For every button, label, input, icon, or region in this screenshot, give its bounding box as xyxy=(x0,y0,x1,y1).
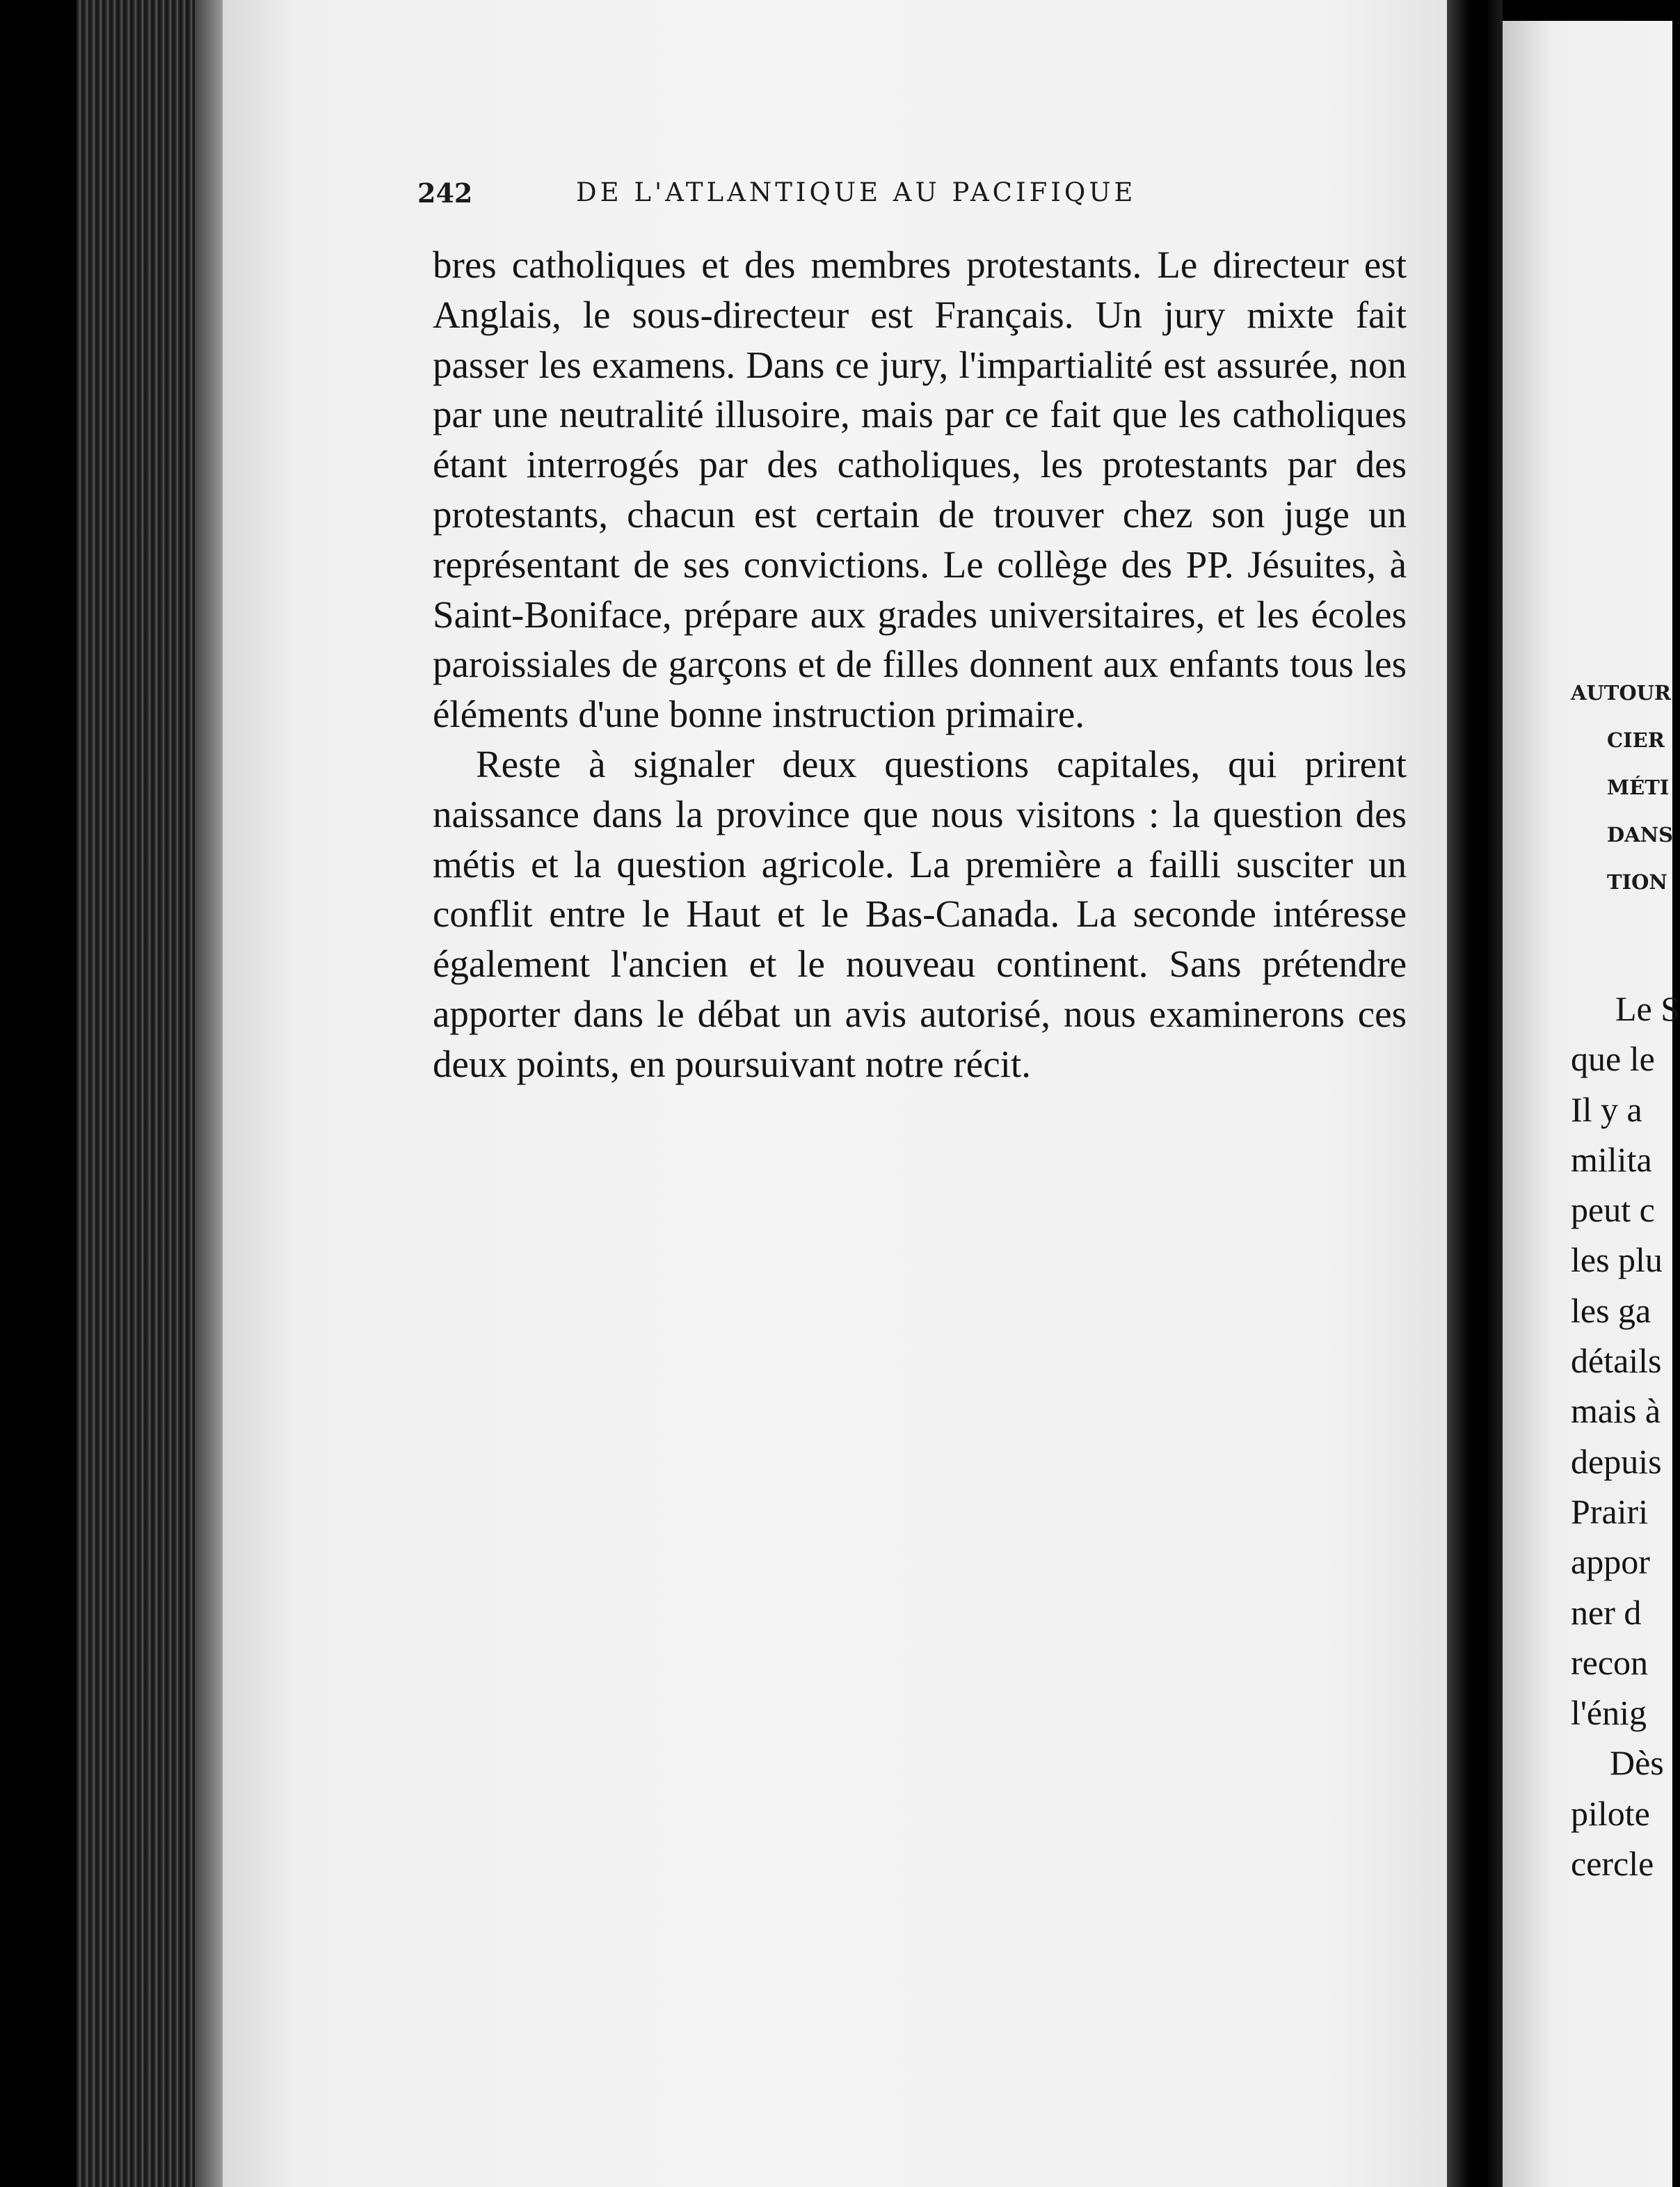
book-page-edges xyxy=(77,0,223,2187)
right-text-line: Il y a xyxy=(1571,1089,1642,1129)
right-text-line: depuis xyxy=(1571,1441,1662,1481)
right-text-line: pilote xyxy=(1571,1793,1650,1833)
right-text-line: peut c xyxy=(1571,1190,1655,1230)
right-text-line: les plu xyxy=(1571,1240,1663,1280)
right-text-line: Prairi xyxy=(1571,1491,1649,1531)
right-text-line: mais à xyxy=(1571,1391,1661,1431)
page-header xyxy=(417,177,1426,219)
right-page-text xyxy=(1571,984,1680,1889)
running-title: DE L'ATLANTIQUE AU PACIFIQUE xyxy=(576,177,1137,207)
right-heading-line: MÉTI xyxy=(1607,776,1670,799)
right-text-line: milita xyxy=(1571,1139,1652,1179)
right-heading-line: CIER xyxy=(1607,728,1665,752)
right-text-line: ner d xyxy=(1571,1592,1642,1632)
right-text-line: Le S xyxy=(1615,989,1680,1028)
right-text-line: appor xyxy=(1571,1542,1650,1582)
book-gutter xyxy=(1447,0,1503,2187)
right-text-line: les ga xyxy=(1571,1290,1651,1330)
page-number: 242 xyxy=(417,177,473,209)
right-text-line: recon xyxy=(1571,1642,1649,1682)
right-page-heading xyxy=(1571,669,1673,906)
right-text-line: que le xyxy=(1571,1039,1655,1079)
paragraph-1: bres catholiques et des membres protestants. Le directeur est Anglais, le sous-directeur est Français. Un jury mixte fait passer les examens. Dans ce jury, l'impartialité est assurée, non par une neutralité illusoire, mais par ce fait que les catholiques étant interrogés par des catholiques, les protestants par des protestants, chacun est certain de trouver chez son juge un représentant de ses convictions. Le collège des PP. Jésuites, à Saint-Boniface, prépare aux grades universitaires, et les écoles paroissiales de garçons et de filles donnent aux enfants tous les éléments d'une bonne instruction primaire. xyxy=(433,243,1407,736)
right-heading-line: AUTOUR xyxy=(1571,681,1672,705)
right-text-line: cercle xyxy=(1571,1844,1654,1884)
main-text xyxy=(433,240,1407,1089)
right-text-line: Dès xyxy=(1610,1743,1664,1783)
right-heading-line: TION xyxy=(1607,870,1667,894)
right-text-line: détails xyxy=(1571,1341,1662,1381)
paragraph-2: Reste à signaler deux questions capitales, qui prirent naissance dans la province que nous visitons : la question des métis et la question agricole. La première a failli susciter un conflit entre le Haut et le Bas-Canada. La seconde intéresse également l'ancien et le nouveau continent. Sans prétendre apporter dans le débat un avis autorisé, nous examinerons ces deux points, en poursuivant notre récit. xyxy=(433,742,1407,1085)
right-heading-line: DANS xyxy=(1607,823,1674,847)
right-text-line: l'énig xyxy=(1571,1693,1647,1733)
